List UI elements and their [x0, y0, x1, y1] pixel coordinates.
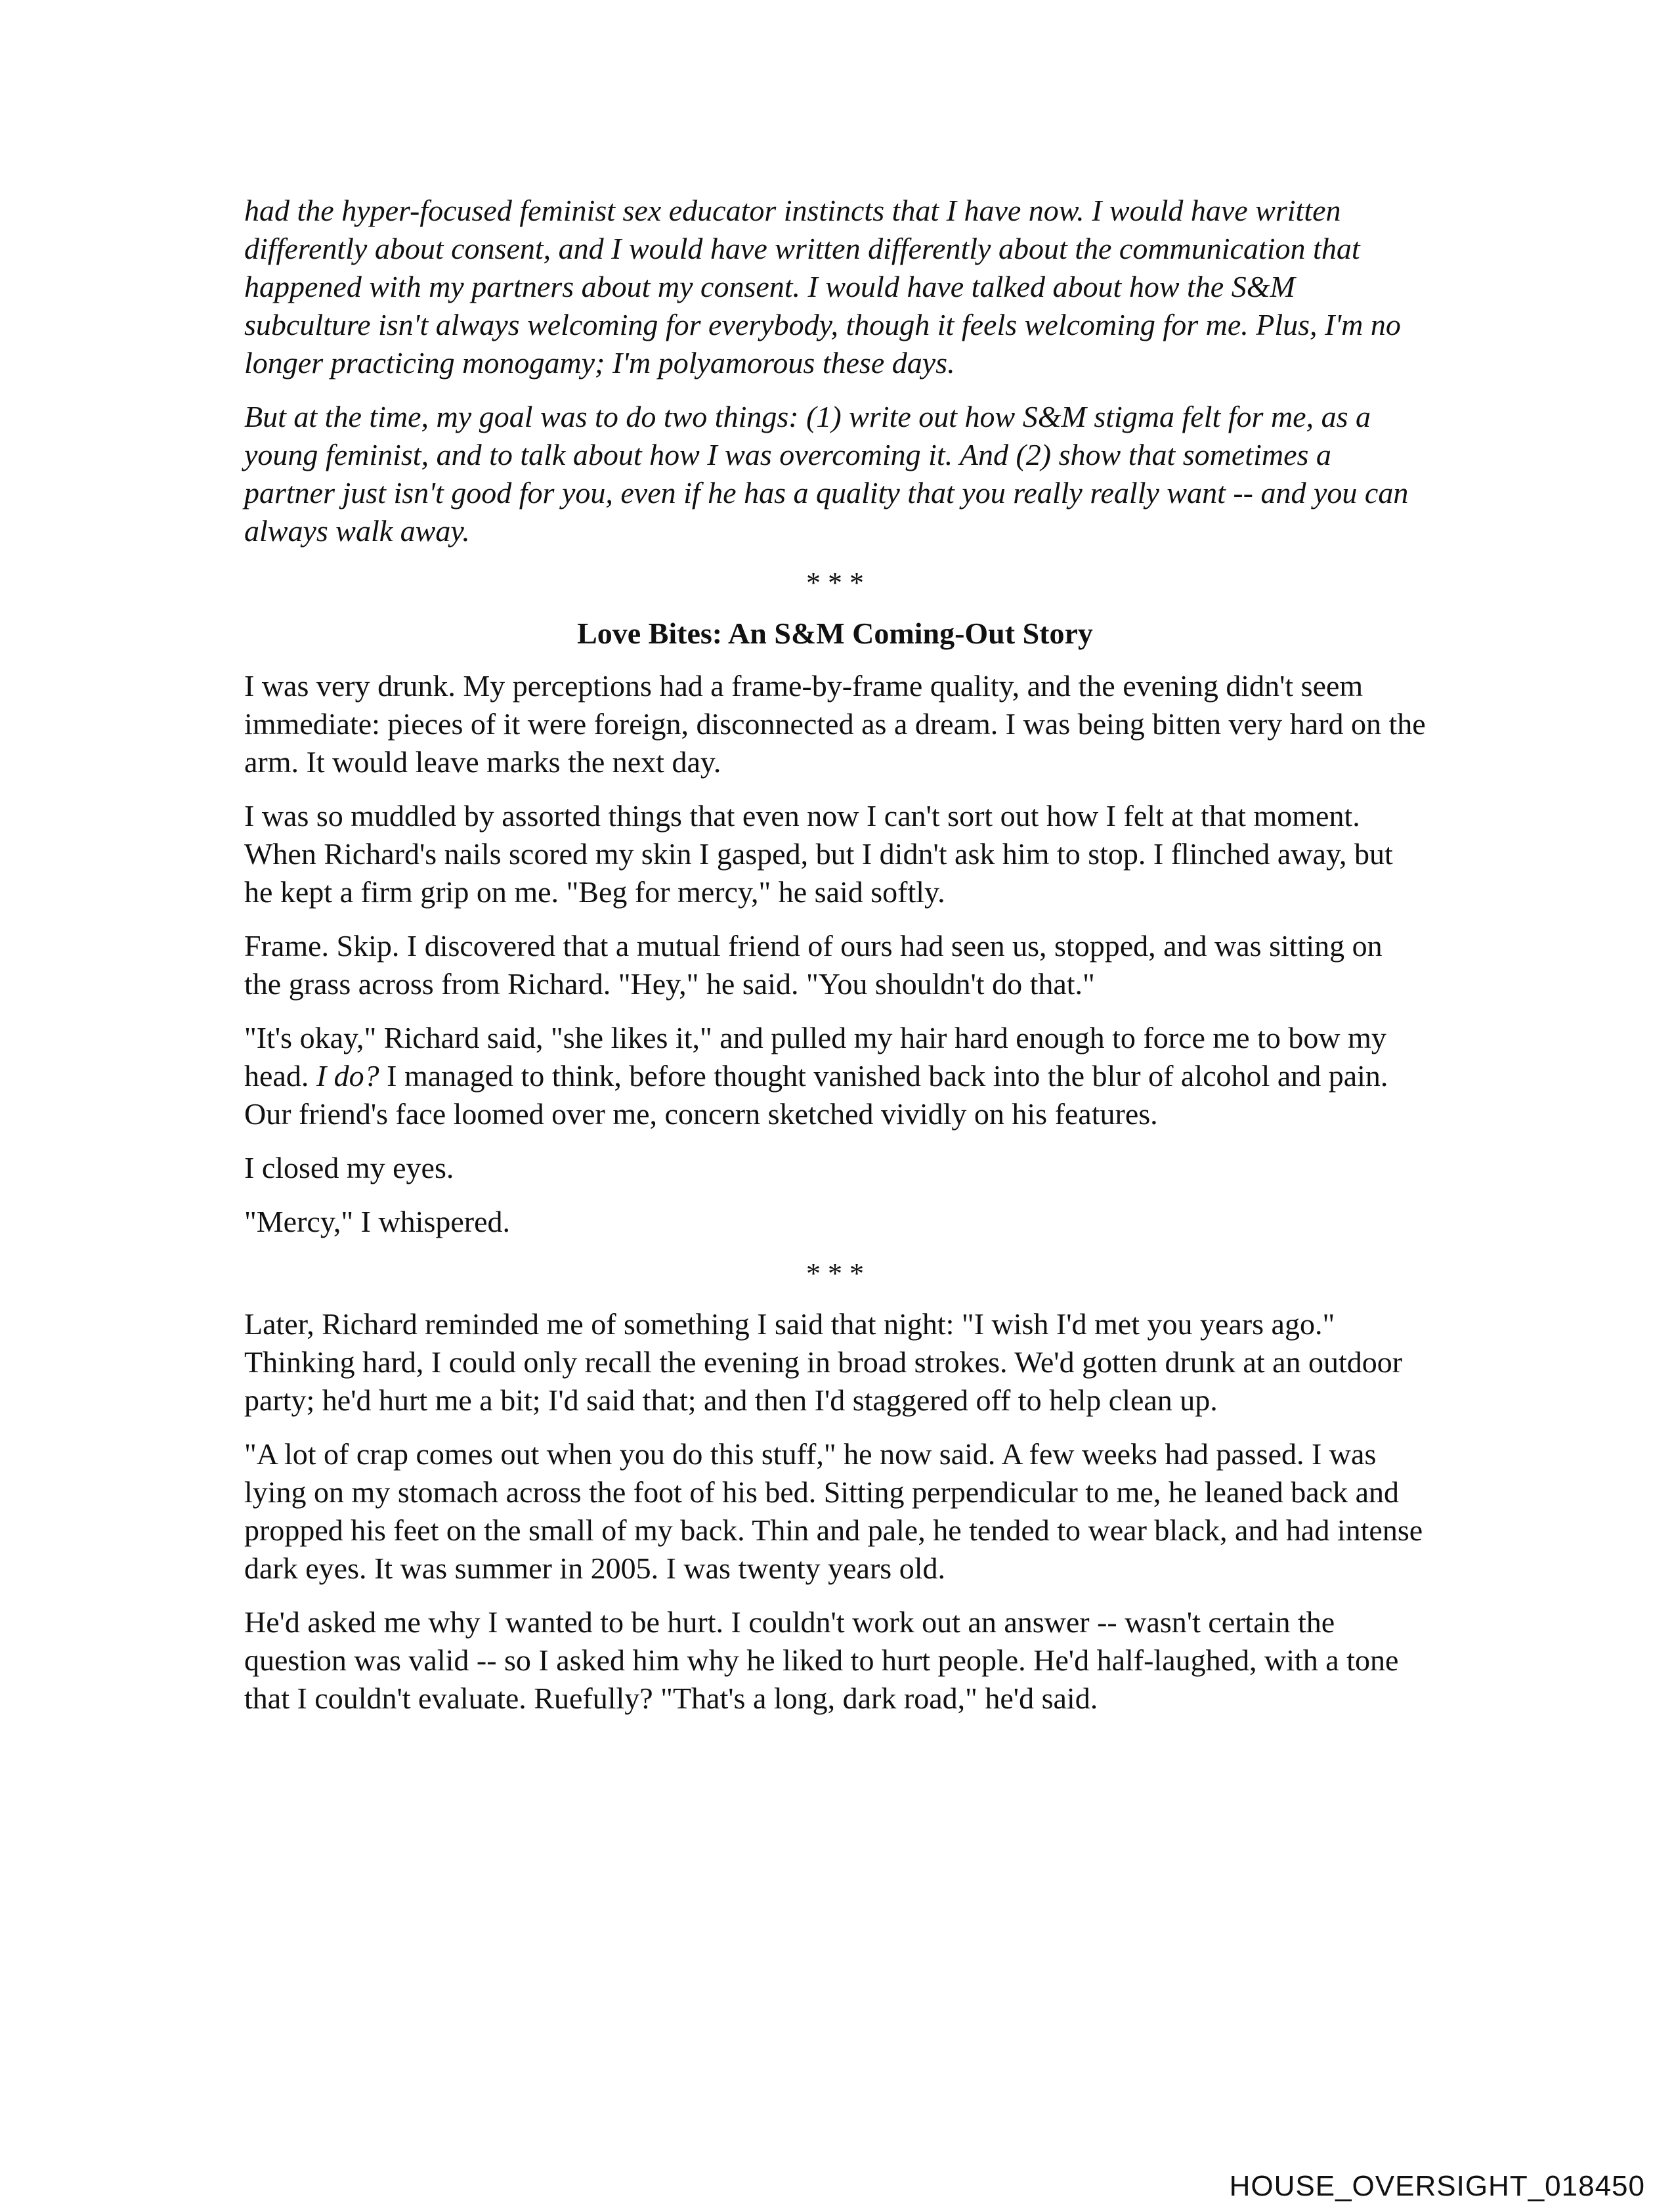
story-paragraph-7: Later, Richard reminded me of something I said that night: "I wish I'd met you years ago." Thinking hard, I could only recall the evening in broad strokes. We'd gotten drunk at an outdoor party; he'd hurt me a bit; I'd said that; and then I'd staggered off to help clean up.: [244, 1307, 1403, 1417]
story-title: Love Bites: An S&M Coming-Out Story: [577, 617, 1093, 650]
intro-paragraph-1: had the hyper-focused feminist sex educator instincts that I have now. I would have written differently about consent, and I would have written differently about the communication that happened with my partners about my consent. I would have talked about how the S&M subculture isn't always welcoming for everybody, though it feels welcoming for me. Plus, I'm no longer practicing monogamy; I'm polyamorous these days.: [244, 194, 1401, 380]
section-separator: * * *: [806, 567, 864, 599]
intro-paragraph-2: But at the time, my goal was to do two things: (1) write out how S&M stigma felt for me, as a young feminist, and to talk about how I was overcoming it. And (2) show that sometimes a partner just isn't good for you, even if he has a quality that you really really want -- and you can always walk away.: [244, 400, 1409, 548]
section-separator-2: * * *: [806, 1257, 864, 1290]
story-paragraph-4-italic: I do?: [316, 1059, 379, 1093]
story-paragraph-8: "A lot of crap comes out when you do this stuff," he now said. A few weeks had passed. I was lying on my stomach across the foot of his bed. Sitting perpendicular to me, he leaned back and propped his feet on the small of my back. Thin and pale, he tended to wear black, and had intense dark eyes. It was summer in 2005. I was twenty years old.: [244, 1437, 1423, 1585]
story-paragraph-2: I was so muddled by assorted things that even now I can't sort out how I felt at that moment. When Richard's nails scored my skin I gasped, but I didn't ask him to stop. I flinched away, but he kept a firm grip on me. "Beg for mercy," he said softly.: [244, 799, 1393, 909]
story-paragraph-5: I closed my eyes.: [244, 1151, 454, 1184]
story-paragraph-9: He'd asked me why I wanted to be hurt. I couldn't work out an answer -- wasn't certain the question was valid -- so I asked him why he liked to hurt people. He'd half-laughed, with a tone that I couldn't evaluate. Ruefully? "That's a long, dark road," he'd said.: [244, 1605, 1399, 1715]
story-paragraph-4-end: I managed to think, before thought vanished back into the blur of alcohol and pain. Our friend's face loomed over me, concern sketched vividly on his features.: [244, 1059, 1388, 1131]
document-page: [244, 192, 1426, 1733]
story-paragraph-6: "Mercy," I whispered.: [244, 1205, 510, 1238]
story-paragraph-3: Frame. Skip. I discovered that a mutual friend of ours had seen us, stopped, and was sitting on the grass across from Richard. "Hey," he said. "You shouldn't do that.": [244, 929, 1383, 1001]
story-paragraph-4: [244, 1019, 1426, 1133]
document-id-stamp: HOUSE_OVERSIGHT_018450: [1229, 2170, 1645, 2202]
story-paragraph-1: I was very drunk. My perceptions had a frame-by-frame quality, and the evening didn't seem immediate: pieces of it were foreign, disconnected as a dream. I was being bitten very hard on the arm. It would leave marks the next day.: [244, 669, 1426, 779]
story-paragraph-4-start: "It's okay," Richard said, "she likes it," and pulled my hair hard enough to force me to bow my head.: [244, 1021, 1386, 1093]
